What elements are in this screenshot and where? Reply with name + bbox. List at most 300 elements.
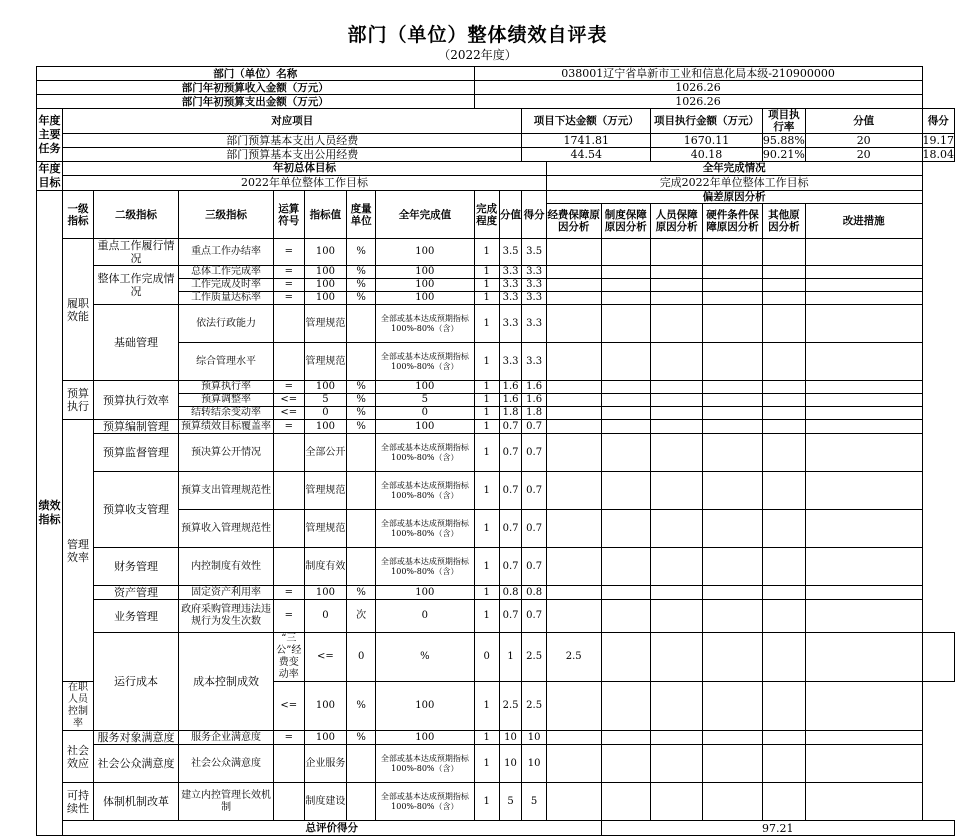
improve-cell [805, 745, 922, 783]
l2-group: 预算执行效率 [93, 381, 178, 420]
l3-cell: 预算支出管理规范性 [179, 472, 274, 510]
actual-cell: 100 [376, 292, 475, 305]
op-cell: = [273, 239, 304, 266]
l1-group: 履职效能 [63, 239, 94, 381]
goal-initial-value: 2022年单位整体工作目标 [63, 175, 547, 190]
unit-cell: % [347, 682, 376, 731]
unit-cell: % [376, 633, 475, 682]
target-cell: 5 [304, 394, 347, 407]
score-cell: 1.6 [522, 394, 547, 407]
dev2-cell [601, 305, 651, 343]
score-cell: 3.3 [522, 266, 547, 279]
dev4-cell [703, 682, 763, 731]
improve-cell [805, 394, 922, 407]
tasks-col-weight: 分值 [805, 109, 922, 134]
dev4-cell [703, 472, 763, 510]
goal-done-label: 全年完成情况 [546, 162, 922, 176]
l2-group: 整体工作完成情况 [93, 266, 178, 305]
tasks-col-score: 得分 [922, 109, 955, 134]
score-cell: 1.6 [522, 381, 547, 394]
task-exec: 40.18 [651, 148, 763, 162]
page-title: 部门（单位）整体绩效自评表 [347, 24, 608, 46]
dev2-cell [601, 394, 651, 407]
l3-cell: 社会公众满意度 [179, 745, 274, 783]
dev4-cell [703, 783, 763, 821]
l3-cell: 预算执行率 [179, 381, 274, 394]
dev3-cell [651, 731, 703, 745]
unit-cell [347, 510, 376, 548]
score-cell: 0.7 [522, 548, 547, 586]
degree-cell: 1 [474, 420, 499, 434]
dev1-cell [546, 394, 601, 407]
weight-cell: 3.3 [499, 266, 522, 279]
l3-cell: 预算收入管理规范性 [179, 510, 274, 548]
unit-cell [347, 434, 376, 472]
l2-group: 基础管理 [93, 305, 178, 381]
dev3-cell [651, 239, 703, 266]
dev1-cell [546, 239, 601, 266]
page-year: （2022年度） [438, 48, 517, 62]
target-cell: 100 [304, 682, 347, 731]
target-cell: 全部公开 [304, 434, 347, 472]
l2-group: 财务管理 [93, 548, 178, 586]
l3-cell: 重点工作办结率 [179, 239, 274, 266]
dev5-cell [762, 745, 805, 783]
unit-cell: % [347, 420, 376, 434]
score-cell: 3.3 [522, 292, 547, 305]
weight-cell: 0.7 [499, 600, 522, 633]
l1-group: 管理效率 [63, 420, 94, 682]
l2-group: 服务对象满意度 [93, 731, 178, 745]
actual-cell: 全部或基本达成预期指标100%-80%（含） [376, 548, 475, 586]
perf-col-l2: 二级指标 [93, 191, 178, 239]
degree-cell: 1 [474, 279, 499, 292]
dev5-cell [762, 292, 805, 305]
l2-group: 预算收支管理 [93, 472, 178, 548]
improve-cell [805, 472, 922, 510]
op-cell: = [273, 292, 304, 305]
dev3-cell [651, 266, 703, 279]
op-cell: = [273, 266, 304, 279]
improve-cell [805, 239, 922, 266]
target-cell: 管理规范 [304, 305, 347, 343]
op-cell: = [273, 381, 304, 394]
degree-cell: 1 [474, 472, 499, 510]
unit-cell [347, 472, 376, 510]
l2-group: 资产管理 [93, 586, 178, 600]
score-cell: 0.7 [522, 434, 547, 472]
dev3-cell [651, 745, 703, 783]
l2-group: 预算编制管理 [93, 420, 178, 434]
score-cell: 0.7 [522, 510, 547, 548]
dev5-cell [762, 548, 805, 586]
improve-cell [805, 600, 922, 633]
perf-col-dev4: 硬件条件保障原因分析 [703, 204, 763, 239]
perf-label: 绩效指标 [37, 191, 63, 836]
dev3-cell [651, 510, 703, 548]
perf-col-l1: 一级指标 [63, 191, 94, 239]
task-row [37, 134, 955, 148]
degree-cell: 1 [474, 407, 499, 420]
dev1-cell [546, 548, 601, 586]
task-weight: 20 [805, 134, 922, 148]
unit-cell: % [347, 394, 376, 407]
weight-cell: 3.3 [499, 343, 522, 381]
score-cell: 5 [522, 783, 547, 821]
l3-cell: 工作质量达标率 [179, 292, 274, 305]
degree-cell: 1 [474, 343, 499, 381]
dev4-cell [703, 407, 763, 420]
score-cell: 3.3 [522, 343, 547, 381]
improve-cell [805, 279, 922, 292]
weight-cell: 10 [499, 731, 522, 745]
dev3-cell [651, 343, 703, 381]
actual-cell: 0 [376, 600, 475, 633]
dev1-cell [546, 381, 601, 394]
dev1-cell [546, 292, 601, 305]
op-cell [273, 783, 304, 821]
l2-group: 社会公众满意度 [93, 745, 178, 783]
op-cell [273, 472, 304, 510]
task-rate: 95.88% [762, 134, 805, 147]
dev5-cell [762, 472, 805, 510]
dev3-cell [651, 783, 703, 821]
improve-cell [805, 420, 922, 434]
l3-cell: 结转结余变动率 [179, 407, 274, 420]
dev1-cell [546, 745, 601, 783]
goal-done-value: 完成2022年单位整体工作目标 [546, 175, 922, 190]
degree-cell: 1 [474, 292, 499, 305]
target-cell: 制度建设 [304, 783, 347, 821]
l2-group: 成本控制成效 [179, 633, 274, 731]
weight-cell: 0.7 [499, 472, 522, 510]
total-value: 97.21 [601, 821, 955, 836]
dev3-cell [651, 434, 703, 472]
degree-cell: 1 [474, 600, 499, 633]
l2-group: 重点工作履行情况 [93, 239, 178, 266]
dev3-cell [651, 600, 703, 633]
dev1-cell [546, 682, 601, 731]
actual-cell: 100 [376, 682, 475, 731]
weight-cell: 0.7 [499, 510, 522, 548]
dev4-cell [703, 239, 763, 266]
perf-col-actual: 全年完成值 [376, 191, 475, 239]
dev1-cell [546, 783, 601, 821]
task-rate: 90.21% [762, 148, 805, 161]
dev5-cell [762, 600, 805, 633]
op-cell [273, 343, 304, 381]
op-cell [273, 548, 304, 586]
unit-name-value: 038001辽宁省阜新市工业和信息化局本级-210900000 [474, 67, 922, 81]
dev3-cell [651, 279, 703, 292]
perf-col-weight: 分值 [499, 191, 522, 239]
task-row [37, 148, 955, 162]
degree-cell: 1 [474, 783, 499, 821]
degree-cell: 1 [474, 745, 499, 783]
improve-cell [805, 731, 922, 745]
task-score: 19.17 [922, 134, 954, 147]
dev5-cell [805, 633, 922, 682]
improve-cell [805, 783, 922, 821]
dev2-cell [601, 266, 651, 279]
weight-cell: 3.3 [499, 305, 522, 343]
dev4-cell [703, 600, 763, 633]
dev5-cell [762, 510, 805, 548]
target-cell: 100 [304, 292, 347, 305]
target-cell: 100 [304, 420, 347, 434]
actual-cell: 全部或基本达成预期指标100%-80%（含） [376, 472, 475, 510]
dev4-cell [762, 633, 805, 682]
unit-cell: % [347, 292, 376, 305]
dev1-cell [546, 434, 601, 472]
dev1-cell [601, 633, 651, 682]
task-item: 部门预算基本支出人员经费 [63, 134, 522, 148]
actual-cell: 全部或基本达成预期指标100%-80%（含） [376, 510, 475, 548]
dev3-cell [651, 305, 703, 343]
actual-cell: 100 [376, 266, 475, 279]
target-cell: 0 [304, 600, 347, 633]
actual-cell: 全部或基本达成预期指标100%-80%（含） [376, 783, 475, 821]
op-cell: = [273, 731, 304, 745]
dev2-cell [601, 472, 651, 510]
dev3-cell [703, 633, 763, 682]
l3-cell: 依法行政能力 [179, 305, 274, 343]
improve-cell [805, 305, 922, 343]
dev2-cell [601, 745, 651, 783]
op-cell [273, 305, 304, 343]
actual-cell: 100 [376, 586, 475, 600]
dev2-cell [601, 434, 651, 472]
improve-cell [805, 266, 922, 279]
l3-cell: 在职人员控制率 [63, 682, 94, 731]
dev5-cell [762, 305, 805, 343]
actual-cell: 0 [376, 407, 475, 420]
weight-cell: 10 [499, 745, 522, 783]
op-cell: <= [273, 407, 304, 420]
actual-cell: 100 [376, 731, 475, 745]
unit-cell [347, 343, 376, 381]
degree-cell: 1 [474, 731, 499, 745]
income-value: 1026.26 [474, 81, 922, 95]
l1-group: 社会效应 [63, 731, 94, 783]
weight-cell: 0.7 [499, 434, 522, 472]
tasks-col-exec: 项目执行金额（万元） [651, 109, 763, 134]
dev1-cell [546, 343, 601, 381]
improve-cell [805, 407, 922, 420]
improve-cell [805, 381, 922, 394]
l3-cell: 政府采购管理违法违规行为发生次数 [179, 600, 274, 633]
actual-cell: 5 [376, 394, 475, 407]
l3-cell: 预算绩效目标覆盖率 [179, 420, 274, 434]
op-cell: = [273, 279, 304, 292]
actual-cell: 全部或基本达成预期指标100%-80%（含） [376, 434, 475, 472]
actual-cell: 0 [474, 633, 499, 682]
actual-cell: 100 [376, 420, 475, 434]
score-cell: 3.3 [522, 305, 547, 343]
dev1-cell [546, 472, 601, 510]
op-cell: <= [273, 682, 304, 731]
unit-cell: % [347, 731, 376, 745]
target-cell: 100 [304, 586, 347, 600]
dev4-cell [703, 434, 763, 472]
perf-col-dev3: 人员保障原因分析 [651, 204, 703, 239]
weight-cell: 3.5 [499, 239, 522, 266]
dev2-cell [601, 292, 651, 305]
l1-group: 可持续性 [63, 783, 94, 821]
expense-label: 部门年初预算支出金额（万元） [37, 95, 475, 109]
task-exec: 1670.11 [651, 134, 763, 148]
score-cell: 3.5 [522, 239, 547, 266]
weight-cell: 5 [499, 783, 522, 821]
improve-cell [805, 586, 922, 600]
unit-cell: 次 [347, 600, 376, 633]
target-cell: 100 [304, 381, 347, 394]
tasks-col-item: 对应项目 [63, 109, 522, 134]
dev5-cell [762, 420, 805, 434]
actual-cell: 全部或基本达成预期指标100%-80%（含） [376, 745, 475, 783]
perf-col-score: 得分 [522, 191, 547, 239]
weight-cell: 1.6 [499, 394, 522, 407]
op-cell: = [273, 420, 304, 434]
dev2-cell [601, 381, 651, 394]
dev1-cell [546, 600, 601, 633]
dev5-cell [762, 586, 805, 600]
perf-col-deviation: 偏差原因分析 [546, 191, 922, 204]
l3-cell: 建立内控管理长效机制 [179, 783, 274, 821]
goal-initial-label: 年初总体目标 [63, 162, 547, 176]
improve-cell [922, 633, 955, 682]
dev1-cell [546, 266, 601, 279]
perf-col-improve: 改进措施 [805, 204, 922, 239]
dev4-cell [703, 745, 763, 783]
target-cell: 100 [304, 279, 347, 292]
weight-cell: 3.3 [499, 279, 522, 292]
score-cell: 10 [522, 745, 547, 783]
dev2-cell [601, 783, 651, 821]
dev5-cell [762, 434, 805, 472]
dev3-cell [651, 407, 703, 420]
degree-cell: 1 [474, 266, 499, 279]
op-cell: <= [273, 394, 304, 407]
l3-cell: 综合管理水平 [179, 343, 274, 381]
dev4-cell [703, 266, 763, 279]
l3-cell: “三公”经费变动率 [273, 633, 304, 682]
total-label: 总评价得分 [63, 821, 601, 836]
op-cell: = [273, 600, 304, 633]
dev3-cell [651, 292, 703, 305]
dev3-cell [651, 586, 703, 600]
dev2-cell [601, 343, 651, 381]
dev1-cell [546, 586, 601, 600]
dev2-cell [601, 279, 651, 292]
op-cell: <= [304, 633, 347, 682]
dev4-cell [703, 292, 763, 305]
weight-cell: 1.8 [499, 407, 522, 420]
weight-cell: 0.7 [499, 420, 522, 434]
dev3-cell [651, 472, 703, 510]
dev1-cell [546, 279, 601, 292]
actual-cell: 100 [376, 381, 475, 394]
dev5-cell [762, 266, 805, 279]
l2-group: 预算监督管理 [93, 434, 178, 472]
task-score: 18.04 [922, 148, 954, 161]
weight-cell: 1.6 [499, 381, 522, 394]
target-cell: 管理规范 [304, 510, 347, 548]
target-cell: 管理规范 [304, 472, 347, 510]
tasks-label: 年度主要任务 [37, 109, 63, 162]
task-weight: 20 [805, 148, 922, 162]
actual-cell: 100 [376, 279, 475, 292]
degree-cell: 1 [474, 381, 499, 394]
dev3-cell [651, 682, 703, 731]
unit-cell: % [347, 239, 376, 266]
target-cell: 0 [304, 407, 347, 420]
target-cell: 管理规范 [304, 343, 347, 381]
tasks-col-rate: 项目执行率 [762, 109, 805, 134]
dev1-cell [546, 305, 601, 343]
target-cell: 100 [304, 239, 347, 266]
dev4-cell [703, 343, 763, 381]
unit-cell: % [347, 381, 376, 394]
dev3-cell [651, 548, 703, 586]
income-label: 部门年初预算收入金额（万元） [37, 81, 475, 95]
dev3-cell [651, 381, 703, 394]
score-cell: 2.5 [522, 682, 547, 731]
score-cell: 0.8 [522, 586, 547, 600]
improve-cell [805, 343, 922, 381]
degree-cell: 1 [474, 394, 499, 407]
perf-col-dev1: 经费保障原因分析 [546, 204, 601, 239]
l1-group: 预算执行 [63, 381, 94, 420]
perf-col-dev5: 其他原因分析 [762, 204, 805, 239]
dev4-cell [703, 381, 763, 394]
dev3-cell [651, 420, 703, 434]
score-cell: 10 [522, 731, 547, 745]
l2-group: 体制机制改革 [93, 783, 178, 821]
dev5-cell [762, 783, 805, 821]
degree-cell: 1 [474, 510, 499, 548]
l3-cell: 固定资产利用率 [179, 586, 274, 600]
dev5-cell [762, 279, 805, 292]
unit-name-label: 部门（单位）名称 [37, 67, 475, 81]
degree-cell: 1 [474, 548, 499, 586]
perf-col-op: 运算符号 [273, 191, 304, 239]
score-cell: 0.7 [522, 420, 547, 434]
target-cell: 100 [304, 266, 347, 279]
improve-cell [805, 434, 922, 472]
dev2-cell [601, 510, 651, 548]
perf-col-degree: 完成程度 [474, 191, 499, 239]
score-cell: 2.5 [546, 633, 601, 682]
unit-cell [347, 783, 376, 821]
degree-cell: 1 [474, 682, 499, 731]
task-issued: 44.54 [522, 148, 651, 162]
score-cell: 0.7 [522, 472, 547, 510]
dev2-cell [601, 548, 651, 586]
target-cell: 0 [347, 633, 376, 682]
unit-cell: % [347, 407, 376, 420]
actual-cell: 100 [376, 239, 475, 266]
unit-cell [347, 305, 376, 343]
task-item: 部门预算基本支出公用经费 [63, 148, 522, 162]
expense-value: 1026.26 [474, 95, 922, 109]
l3-cell: 工作完成及时率 [179, 279, 274, 292]
tasks-col-issued: 项目下达金额（万元） [522, 109, 651, 134]
dev1-cell [546, 420, 601, 434]
weight-cell: 3.3 [499, 292, 522, 305]
target-cell: 制度有效 [304, 548, 347, 586]
perf-col-unit: 度量单位 [347, 191, 376, 239]
